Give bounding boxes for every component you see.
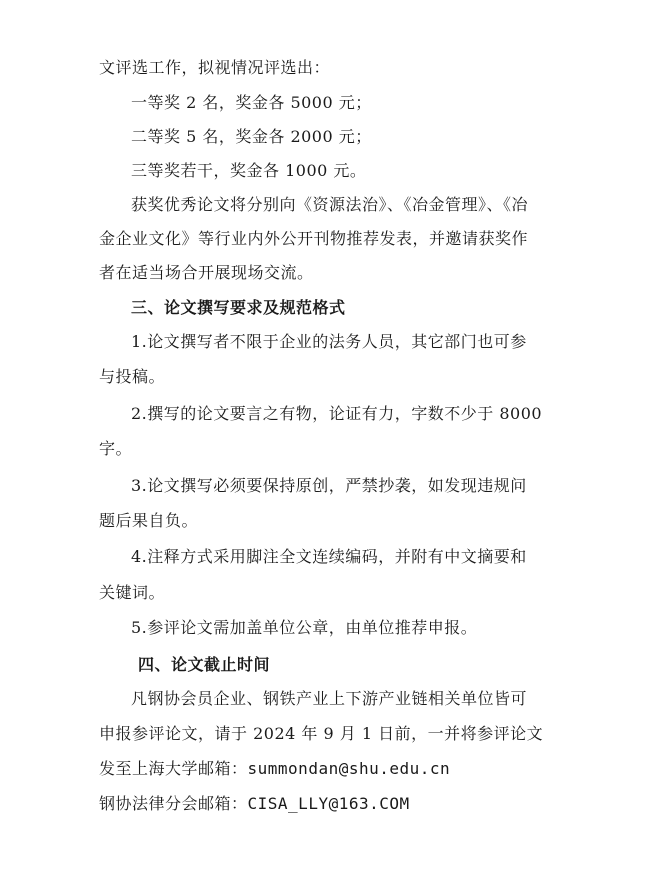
requirement-4-cont: 关键词。: [99, 583, 166, 602]
prize-third: 三等奖若干，奖金各 1000 元。: [131, 161, 367, 180]
requirement-2: 2.撰写的论文要言之有物，论证有力，字数不少于 8000: [131, 404, 543, 423]
paragraph-line: 凡钢协会员企业、钢铁产业上下游产业链相关单位皆可: [131, 689, 528, 708]
contact-line-university: [0, 758, 660, 780]
email-link[interactable]: CISA_LLY@163.COM: [247, 794, 410, 813]
requirement-4: 4.注释方式采用脚注全文连续编码，并附有中文摘要和: [131, 547, 527, 566]
section-heading-3: 三、论文撰写要求及规范格式: [131, 298, 346, 317]
paragraph-line: 者在适当场合开展现场交流。: [99, 263, 314, 282]
contact-label: 钢协法律分会邮箱：: [99, 794, 248, 813]
requirement-1-cont: 与投稿。: [99, 367, 166, 386]
contact-line-association: [0, 793, 660, 815]
paragraph-line: 申报参评论文，请于 2024 年 9 月 1 日前，一并将参评论文: [99, 724, 544, 743]
paragraph-line: 金企业文化》等行业内外公开刊物推荐发表，并邀请获奖作: [99, 229, 529, 248]
section-heading-4: 四、论文截止时间: [138, 655, 271, 674]
requirement-2-cont: 字。: [99, 439, 133, 458]
requirement-3-cont: 题后果自负。: [99, 511, 199, 530]
paragraph-line: 获奖优秀论文将分别向《资源法治》、《冶金管理》、《冶: [131, 195, 529, 214]
prize-second: 二等奖 5 名，奖金各 2000 元；: [131, 127, 372, 146]
requirement-5: 5.参评论文需加盖单位公章，由单位推荐申报。: [131, 618, 478, 637]
email-link[interactable]: summondan@shu.edu.cn: [247, 759, 451, 778]
paragraph-line: 文评选工作，拟视情况评选出：: [99, 58, 331, 77]
prize-first: 一等奖 2 名，奖金各 5000 元；: [131, 93, 372, 112]
requirement-3: 3.论文撰写必须要保持原创，严禁抄袭，如发现违规问: [131, 476, 527, 495]
requirement-1: 1.论文撰写者不限于企业的法务人员，其它部门也可参: [131, 332, 527, 351]
contact-label: 发至上海大学邮箱：: [99, 759, 248, 778]
